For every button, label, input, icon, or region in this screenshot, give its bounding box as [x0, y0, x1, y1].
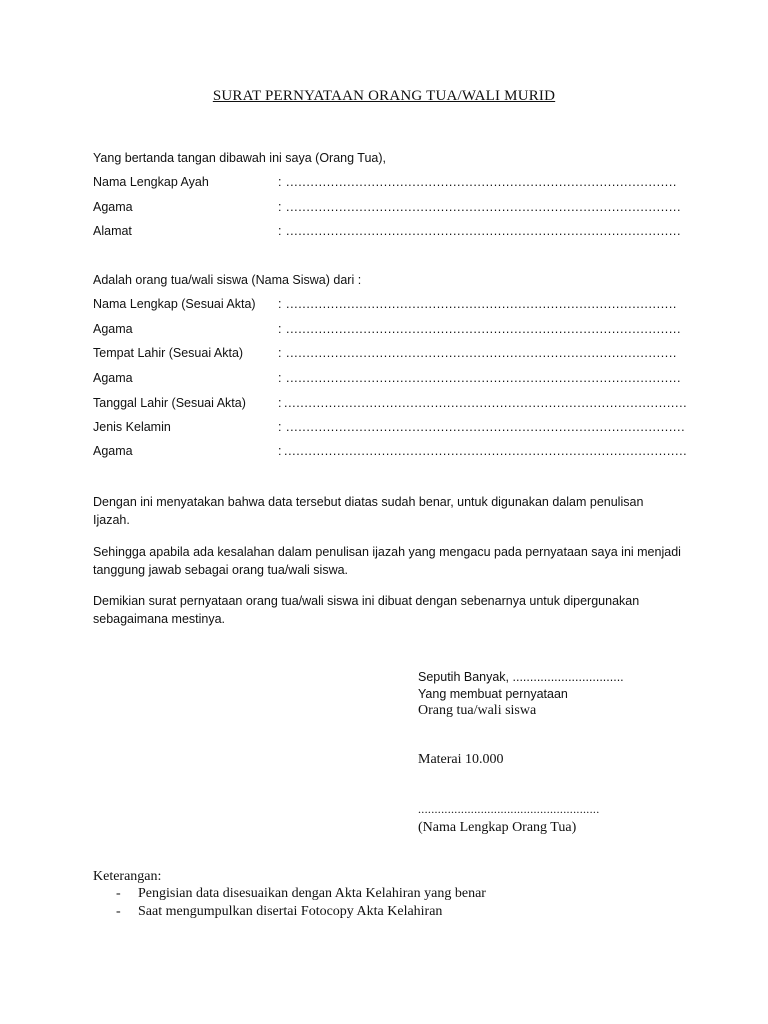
field-row — [0, 297, 768, 317]
closing-paragraph: Demikian surat pernyataan orang tua/wali siswa ini dibuat dengan sebenarnya untuk dipergunakan sebagaimana mestinya. — [93, 594, 640, 626]
parent-intro: Yang bertanda tangan dibawah ini saya (Orang Tua), — [93, 151, 387, 165]
field-dots: ................................................................................................... — [284, 396, 688, 410]
field-row — [0, 396, 768, 416]
field-label: Tempat Lahir (Sesuai Akta) — [93, 346, 244, 360]
signature-line: ....................................................... — [418, 802, 600, 816]
field-dots: ................................................................................................... — [284, 444, 688, 458]
signer-name: (Nama Lengkap Orang Tua) — [418, 820, 577, 835]
signer-role: Orang tua/wali siswa — [418, 703, 537, 718]
stamp-duty-label: Materai 10.000 — [418, 752, 504, 767]
field-row — [0, 371, 768, 391]
note-bullet: - — [116, 886, 121, 901]
field-row — [0, 224, 768, 244]
field-label: Agama — [93, 371, 133, 385]
field-colon: : — [278, 224, 282, 238]
field-dots: ................................................................................................. — [286, 224, 682, 238]
note-item — [0, 886, 768, 904]
note-text: Pengisian data disesuaikan dengan Akta Kelahiran yang benar — [138, 886, 486, 901]
field-dots: ................................................................................................. — [286, 322, 682, 336]
student-intro: Adalah orang tua/wali siswa (Nama Siswa) dari : — [93, 273, 362, 287]
field-label: Agama — [93, 322, 133, 336]
field-dots: ................................................................................................. — [286, 371, 682, 385]
field-label: Alamat — [93, 224, 132, 238]
field-label: Nama Lengkap (Sesuai Akta) — [93, 297, 256, 311]
field-label: Nama Lengkap Ayah — [93, 175, 209, 189]
field-label: Agama — [93, 200, 133, 214]
field-colon: : — [278, 444, 282, 458]
field-colon: : — [278, 322, 282, 336]
field-row — [0, 420, 768, 440]
field-colon: : — [278, 396, 282, 410]
field-colon: : — [278, 175, 282, 189]
statement-paragraph: Dengan ini menyatakan bahwa data tersebut diatas sudah benar, untuk digunakan dalam penulisan Ijazah. — [93, 495, 644, 527]
field-row — [0, 346, 768, 366]
field-colon: : — [278, 297, 282, 311]
note-item — [0, 904, 768, 922]
field-dots: .................................................................................................. — [286, 420, 686, 434]
field-label: Jenis Kelamin — [93, 420, 171, 434]
field-colon: : — [278, 346, 282, 360]
note-bullet: - — [116, 904, 121, 919]
field-row — [0, 322, 768, 342]
note-text: Saat mengumpulkan disertai Fotocopy Akta Kelahiran — [138, 904, 443, 919]
field-row — [0, 200, 768, 220]
field-dots: ................................................................................................. — [286, 200, 682, 214]
field-dots: ................................................................................................ — [286, 297, 677, 311]
field-row — [0, 444, 768, 464]
responsibility-paragraph: Sehingga apabila ada kesalahan dalam penulisan ijazah yang mengacu pada pernyataan saya ini menjadi tanggung jawab sebagai orang tua/wali siswa. — [93, 545, 681, 577]
place-date: Seputih Banyak, ................................ — [418, 670, 624, 684]
field-colon: : — [278, 371, 282, 385]
field-dots: ................................................................................................ — [286, 346, 677, 360]
field-label: Agama — [93, 444, 133, 458]
notes-heading: Keterangan: — [93, 869, 162, 884]
field-row — [0, 175, 768, 195]
field-colon: : — [278, 420, 282, 434]
field-label: Tanggal Lahir (Sesuai Akta) — [93, 396, 246, 410]
field-dots: ................................................................................................ — [286, 175, 677, 189]
document-title: SURAT PERNYATAAN ORANG TUA/WALI MURID — [212, 88, 556, 104]
field-colon: : — [278, 200, 282, 214]
signer-caption: Yang membuat pernyataan — [418, 687, 568, 701]
